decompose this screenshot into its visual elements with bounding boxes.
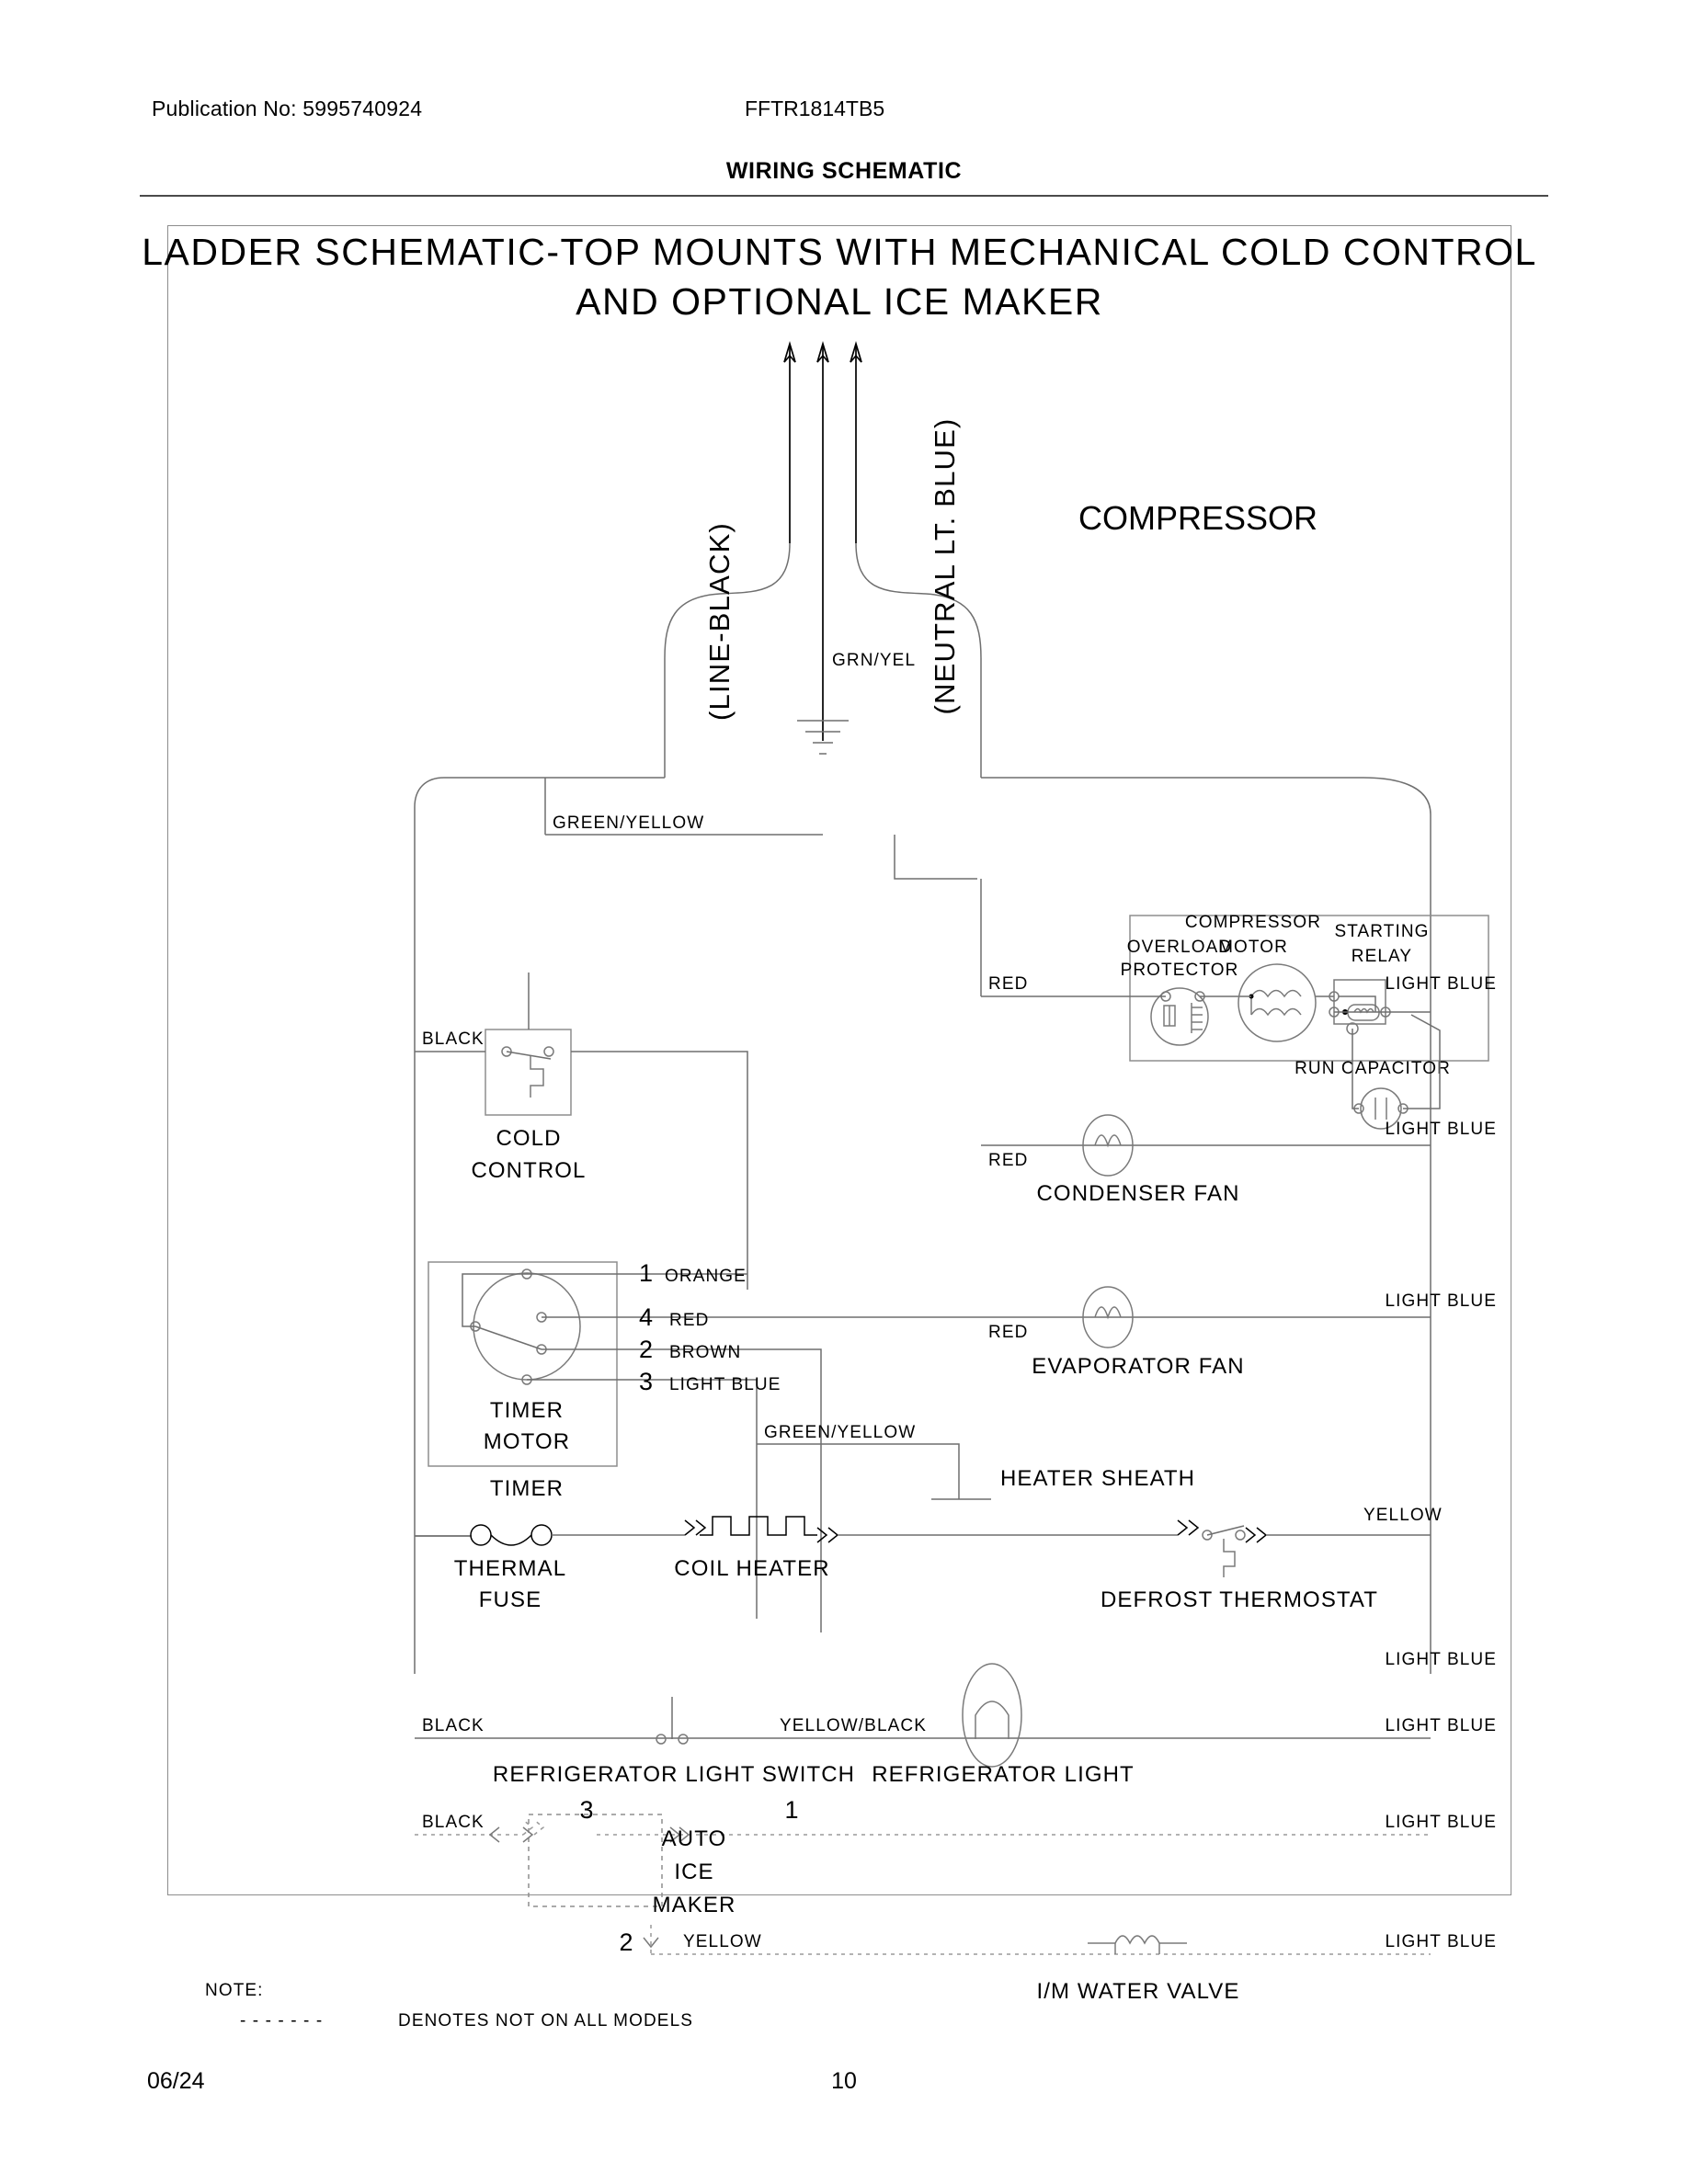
timer-terminal-1-wire: ORANGE bbox=[665, 1267, 747, 1286]
section-title: WIRING SCHEMATIC bbox=[725, 158, 963, 184]
run-capacitor-label: RUN CAPACITOR bbox=[1295, 1059, 1451, 1078]
refrigerator-light-lightblue-label: LIGHT BLUE bbox=[1385, 1716, 1497, 1735]
ice-maker-black-label: BLACK bbox=[422, 1813, 485, 1832]
schematic-title-line1: LADDER SCHEMATIC-TOP MOUNTS WITH MECHANICAL COLD CONTROL bbox=[142, 231, 1537, 273]
cold-control-black-label: BLACK bbox=[422, 1029, 485, 1049]
timer-terminal-4-wire: RED bbox=[669, 1311, 710, 1330]
refrigerator-light-row bbox=[415, 1664, 1431, 1767]
ice-maker-yellow-label: YELLOW bbox=[683, 1932, 762, 1951]
compressor-motor-icon bbox=[1238, 964, 1334, 1041]
refrigerator-light-yellowblack-label: YELLOW/BLACK bbox=[780, 1716, 927, 1735]
overload-protector-icon bbox=[1130, 988, 1246, 1045]
line-black-label: (LINE-BLACK) bbox=[703, 522, 736, 721]
starting-relay-line2: RELAY bbox=[1351, 947, 1413, 966]
defrost-thermostat-label: DEFROST THERMOSTAT bbox=[1100, 1587, 1379, 1612]
timer-motor-label-line2: MOTOR bbox=[483, 1429, 571, 1454]
compressor-red-label: RED bbox=[988, 974, 1029, 994]
condenser-fan-lightblue-label: LIGHT BLUE bbox=[1385, 1120, 1497, 1139]
thermal-fuse-label-line1: THERMAL bbox=[453, 1556, 567, 1581]
footer-page-number: 10 bbox=[831, 2068, 857, 2094]
thermal-fuse-label-line2: FUSE bbox=[478, 1587, 542, 1612]
timer-terminal-1-number: 1 bbox=[639, 1259, 654, 1287]
timer-terminal-3-number: 3 bbox=[639, 1368, 654, 1395]
timer-terminal-3-wire: LIGHT BLUE bbox=[669, 1375, 781, 1394]
left-bus-rail bbox=[415, 778, 665, 1674]
refrigerator-light-black-label: BLACK bbox=[422, 1716, 485, 1735]
header-divider bbox=[140, 195, 1548, 197]
ice-maker-terminal-1: 1 bbox=[784, 1796, 799, 1824]
timer-terminal-2-number: 2 bbox=[639, 1336, 654, 1363]
overload-protector-line1: OVERLOAD bbox=[1126, 938, 1233, 957]
condenser-fan-red-label: RED bbox=[988, 1151, 1029, 1170]
schematic-title-line2: AND OPTIONAL ICE MAKER bbox=[576, 280, 1103, 323]
ground-branch-wire bbox=[415, 722, 981, 879]
evaporator-fan-red-label: RED bbox=[988, 1323, 1029, 1342]
compressor-lightblue-label: LIGHT BLUE bbox=[1385, 974, 1497, 994]
green-yellow-label-top: GREEN/YELLOW bbox=[553, 813, 705, 833]
water-valve-lightblue-label: LIGHT BLUE bbox=[1385, 1932, 1497, 1951]
footer-date: 06/24 bbox=[147, 2068, 205, 2094]
heater-sheath-label: HEATER SHEATH bbox=[1000, 1466, 1196, 1491]
model-number: FFTR1814TB5 bbox=[745, 97, 885, 120]
schematic-frame bbox=[142, 225, 1537, 2030]
compressor-heading: COMPRESSOR bbox=[1078, 499, 1318, 537]
water-valve-coil-icon bbox=[1088, 1936, 1187, 1954]
defrost-return-lightblue-label: LIGHT BLUE bbox=[1385, 1650, 1497, 1669]
note-title: NOTE: bbox=[205, 1981, 264, 2000]
cold-control-label-line2: CONTROL bbox=[471, 1158, 587, 1183]
ice-maker-label-line3: MAKER bbox=[652, 1893, 736, 1917]
ice-maker-terminal-3: 3 bbox=[579, 1796, 594, 1824]
cold-control-icon bbox=[415, 973, 747, 1290]
heater-sheath-greenyellow-label: GREEN/YELLOW bbox=[764, 1423, 917, 1442]
timer-label: TIMER bbox=[489, 1476, 565, 1501]
ice-maker-terminal-2: 2 bbox=[619, 1928, 633, 1956]
evaporator-fan-lightblue-label: LIGHT BLUE bbox=[1385, 1291, 1497, 1311]
heater-sheath-group bbox=[757, 1444, 991, 1499]
refrigerator-light-switch-label: REFRIGERATOR LIGHT SWITCH bbox=[492, 1762, 856, 1787]
timer-motor-label-line1: TIMER bbox=[489, 1398, 565, 1423]
timer-terminal-4-number: 4 bbox=[639, 1303, 654, 1331]
cold-control-label-line1: COLD bbox=[496, 1126, 562, 1151]
compressor-motor-label-line2: MOTOR bbox=[1218, 938, 1288, 957]
ice-maker-label-line2: ICE bbox=[674, 1860, 714, 1884]
overload-protector-line2: PROTECTOR bbox=[1120, 961, 1239, 980]
timer-terminal-2-wire: BROWN bbox=[669, 1343, 742, 1362]
condenser-fan-label: CONDENSER FAN bbox=[1036, 1181, 1240, 1206]
note-dashes: - - - - - - - bbox=[240, 2011, 324, 2030]
wiring-schematic-svg bbox=[142, 226, 1537, 2030]
publication-number: Publication No: 5995740924 bbox=[152, 97, 423, 120]
ice-maker-label-line1: AUTO bbox=[661, 1826, 727, 1851]
water-valve-label: I/M WATER VALVE bbox=[1036, 1979, 1240, 2004]
note-text: DENOTES NOT ON ALL MODELS bbox=[398, 2011, 694, 2030]
evaporator-fan-row bbox=[981, 1287, 1431, 1348]
coil-heater-label: COIL HEATER bbox=[674, 1556, 830, 1581]
ground-wire-label: GRN/YEL bbox=[832, 651, 917, 670]
defrost-yellow-label: YELLOW bbox=[1363, 1506, 1443, 1525]
evaporator-fan-label: EVAPORATOR FAN bbox=[1032, 1354, 1245, 1379]
ice-maker-lightblue-label: LIGHT BLUE bbox=[1385, 1813, 1497, 1832]
defrost-circuit-row bbox=[415, 1517, 1431, 1577]
compressor-motor-label-line1: COMPRESSOR bbox=[1184, 913, 1322, 932]
refrigerator-light-lamp-label: REFRIGERATOR LIGHT bbox=[872, 1762, 1135, 1787]
starting-relay-line1: STARTING bbox=[1334, 922, 1430, 941]
neutral-label: (NEUTRAL LT. BLUE) bbox=[929, 417, 961, 715]
